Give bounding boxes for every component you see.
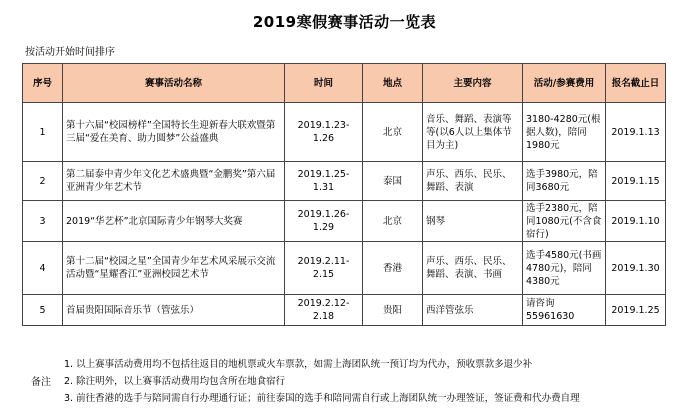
cell-deadline: 2019.1.10: [606, 201, 666, 242]
cell-content: 西洋管弦乐: [423, 295, 523, 326]
cell-content: 声乐、西乐、民乐、舞蹈、表演: [423, 162, 523, 201]
events-table: [22, 63, 666, 326]
cell-content: 音乐、舞蹈、表演等等(以6人以上集体节目为主): [423, 103, 523, 162]
cell-fee: 请咨询55961630: [523, 295, 606, 326]
cell-content: 钢琴: [423, 201, 523, 242]
header-deadline: 报名截止日: [606, 64, 666, 103]
cell-content: 声乐、西乐、民乐、舞蹈、表演、书画: [423, 242, 523, 295]
header-time: 时间: [285, 64, 363, 103]
cell-fee: 选手3980元，陪同3680元: [523, 162, 606, 201]
header-place: 地点: [363, 64, 423, 103]
table-row: [23, 295, 666, 326]
cell-time: 2019.1.26-1.29: [285, 201, 363, 242]
cell-no: 1: [23, 103, 63, 162]
table-row: [23, 103, 666, 162]
cell-name: 2019“华艺杯”北京国际青少年钢琴大奖赛: [63, 201, 285, 242]
header-content: 主要内容: [423, 64, 523, 103]
cell-fee: 选手2380元，陪同1080元(不含食宿行): [523, 201, 606, 242]
cell-place: 北京: [363, 103, 423, 162]
cell-deadline: 2019.1.25: [606, 295, 666, 326]
cell-time: 2019.1.23-1.26: [285, 103, 363, 162]
sort-note: 按活动开始时间排序: [25, 47, 115, 58]
cell-fee: 3180-4280元(根据人数)，陪同1980元: [523, 103, 606, 162]
table-header-row: [23, 64, 666, 103]
cell-place: 香港: [363, 242, 423, 295]
table-row: [23, 242, 666, 295]
remarks-label: 备注: [31, 377, 51, 388]
header-name: 赛事活动名称: [63, 64, 285, 103]
cell-name: 首届贵阳国际音乐节（管弦乐）: [63, 295, 285, 326]
remark-item: 1. 以上赛事活动费用均不包括往返目的地机票或火车票款，如需上海团队统一预订均为代办，预收票款多退少补: [64, 359, 533, 370]
cell-place: 泰国: [363, 162, 423, 201]
cell-deadline: 2019.1.15: [606, 162, 666, 201]
header-fee: 活动/参赛费用: [523, 64, 606, 103]
cell-name: 第二届泰中青少年文化艺术盛典暨“金鹏奖”第六届亚洲青少年艺术节: [63, 162, 285, 201]
table-row: [23, 162, 666, 201]
cell-no: 4: [23, 242, 63, 295]
cell-time: 2019.2.11-2.15: [285, 242, 363, 295]
header-no: 序号: [23, 64, 63, 103]
cell-no: 2: [23, 162, 63, 201]
page-title: 2019寒假赛事活动一览表: [252, 13, 437, 31]
remarks-list: [64, 356, 580, 407]
cell-name: 第十二届“校园之星”全国青少年艺术风采展示交流活动暨“星耀香江”亚洲校园艺术节: [63, 242, 285, 295]
cell-time: 2019.1.25-1.31: [285, 162, 363, 201]
table-row: [23, 201, 666, 242]
cell-deadline: 2019.1.13: [606, 103, 666, 162]
cell-name: 第十六届“校园榜样”全国特长生迎新春大联欢暨第三届“爱在美育、助力圆梦”公益盛典: [63, 103, 285, 162]
cell-place: 北京: [363, 201, 423, 242]
remark-item: 2. 除注明外，以上赛事活动费用均包含所在地食宿行: [64, 376, 286, 387]
remark-item: 3. 前往香港的选手与陪同需自行办理通行证；前往泰国的选手和陪同需自行或上海团队统一办理签证，签证费和代办费自理: [64, 393, 580, 404]
cell-no: 5: [23, 295, 63, 326]
cell-fee: 选手4580元(书画4780元)，陪同4380元: [523, 242, 606, 295]
cell-time: 2019.2.12-2.18: [285, 295, 363, 326]
cell-deadline: 2019.1.30: [606, 242, 666, 295]
cell-no: 3: [23, 201, 63, 242]
cell-place: 贵阳: [363, 295, 423, 326]
